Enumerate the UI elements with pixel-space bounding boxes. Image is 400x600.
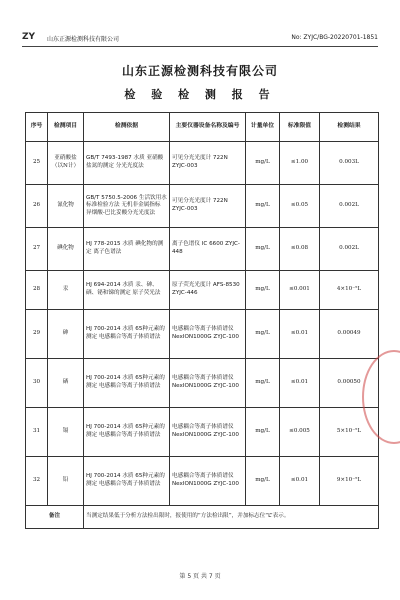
cell-item: 砷 [48,310,84,359]
cell-item: 硒 [48,359,84,408]
cell-result: 0.00049 [320,310,379,359]
cell-unit: mg/L [246,457,280,506]
remarks-text: 当测定结果低于分析方法检出限时，报使用的“方法检出限”，并加标志位“L”表示。 [84,506,379,529]
table-row [26,310,379,359]
cell-result: 0.00050 [320,359,379,408]
logo-mark: ZY [22,32,36,42]
results-table [25,112,379,529]
cell-no: 27 [26,228,48,271]
cell-basis: HJ 778-2015 水质 碘化物的测定 离子色谱法 [84,228,170,271]
cell-basis: HJ 694-2014 水质 汞、砷、硒、铋和锑的测定 原子荧光法 [84,271,170,310]
column-header: 标准限值 [280,113,320,142]
table-row [26,359,379,408]
cell-result: 0.002L [320,228,379,271]
cell-no: 29 [26,310,48,359]
cell-no: 25 [26,142,48,185]
cell-instrument: 电感耦合等离子体质谱仪 NexION1000G ZYJC-100 [170,408,246,457]
table-row [26,228,379,271]
cell-unit: mg/L [246,228,280,271]
cell-item: 铅 [48,457,84,506]
column-header: 检测项目 [48,113,84,142]
cell-no: 32 [26,457,48,506]
cell-instrument: 离子色谱仪 IC 6600 ZYJC-448 [170,228,246,271]
table-row [26,185,379,228]
cell-result: 5×10⁻⁵L [320,408,379,457]
cell-unit: mg/L [246,185,280,228]
cell-no: 30 [26,359,48,408]
cell-limit: ≤0.005 [280,408,320,457]
cell-limit: ≤0.01 [280,310,320,359]
cell-limit: ≤0.05 [280,185,320,228]
cell-basis: HJ 700-2014 水质 65种元素的测定 电感耦合等离子体质谱法 [84,359,170,408]
cell-unit: mg/L [246,408,280,457]
header-divider [22,46,378,47]
cell-result: 9×10⁻⁵L [320,457,379,506]
cell-limit: ≤1.00 [280,142,320,185]
cell-result: 0.002L [320,185,379,228]
cell-instrument: 可见分光光度计 722N ZYJC-003 [170,185,246,228]
remarks-row [26,506,379,529]
column-header: 检测依据 [84,113,170,142]
cell-unit: mg/L [246,142,280,185]
cell-basis: HJ 700-2014 水质 65种元素的测定 电感耦合等离子体质谱法 [84,408,170,457]
column-header: 计量单位 [246,113,280,142]
cell-basis: HJ 700-2014 水质 65种元素的测定 电感耦合等离子体质谱法 [84,457,170,506]
document-number: No: ZYJC/BG-20220701-1851 [291,34,378,41]
cell-limit: ≤0.01 [280,457,320,506]
cell-instrument: 电感耦合等离子体质谱仪 NexION1000G ZYJC-100 [170,310,246,359]
header-company-name: 山东正源检测科技有限公司 [47,36,120,43]
cell-item: 汞 [48,271,84,310]
cell-result: 4×10⁻⁵L [320,271,379,310]
cell-basis: GB/T 5750.5-2006 生活饮用水标准检验方法 无机非金属指标 异烟酸-巴比妥酸分光光度法 [84,185,170,228]
cell-limit: ≤0.001 [280,271,320,310]
table-header-row [26,113,379,142]
cell-basis: GB/T 7493-1987 水质 亚硝酸盐氮的测定 分光光度法 [84,142,170,185]
cell-item: 碘化物 [48,228,84,271]
cell-instrument: 电感耦合等离子体质谱仪 NexION1000G ZYJC-100 [170,457,246,506]
company-title: 山东正源检测科技有限公司 [121,64,278,78]
cell-no: 26 [26,185,48,228]
cell-no: 28 [26,271,48,310]
table-row [26,457,379,506]
cell-instrument: 可见分光光度计 722N ZYJC-003 [170,142,246,185]
cell-item: 亚硝酸盐（以N计） [48,142,84,185]
remarks-label: 备注 [26,506,84,529]
cell-instrument: 原子荧光光度计 AFS-8530 ZYJC-446 [170,271,246,310]
cell-result: 0.003L [320,142,379,185]
page-number: 第 5 页 共 7 页 [179,573,221,580]
cell-item: 氰化物 [48,185,84,228]
table-row [26,142,379,185]
column-header: 主要仪器设备名称及编号 [170,113,246,142]
page-header [22,30,378,50]
cell-basis: HJ 700-2014 水质 65种元素的测定 电感耦合等离子体质谱法 [84,310,170,359]
cell-unit: mg/L [246,271,280,310]
column-header: 序号 [26,113,48,142]
cell-limit: ≤0.01 [280,359,320,408]
cell-limit: ≤0.08 [280,228,320,271]
report-title: 检 验 检 测 报 告 [124,88,276,101]
cell-unit: mg/L [246,359,280,408]
cell-item: 镉 [48,408,84,457]
column-header: 检测结果 [320,113,379,142]
cell-instrument: 电感耦合等离子体质谱仪 NexION1000G ZYJC-100 [170,359,246,408]
cell-unit: mg/L [246,310,280,359]
table-row [26,271,379,310]
cell-no: 31 [26,408,48,457]
table-row [26,408,379,457]
